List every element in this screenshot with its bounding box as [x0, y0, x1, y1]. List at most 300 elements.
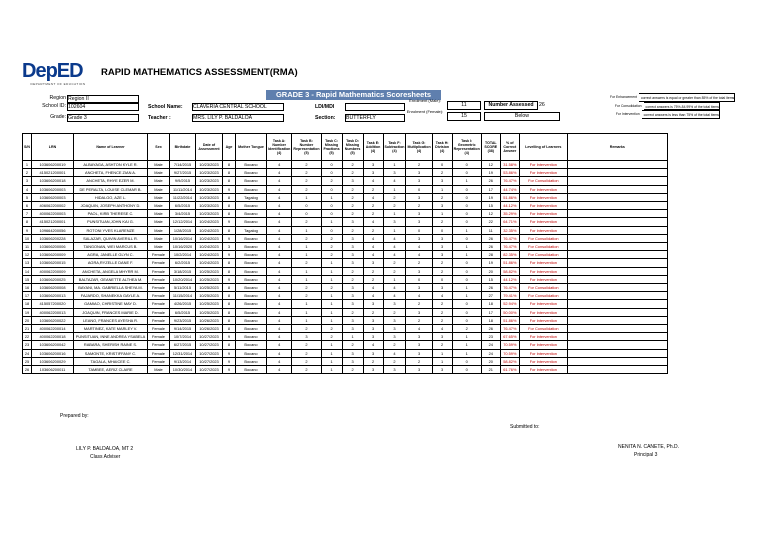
table-cell: 2 — [342, 210, 363, 218]
submitted-to-role: Principal 3 — [634, 452, 658, 458]
table-cell: 4 — [267, 300, 292, 308]
table-cell: 10/16/2014 — [170, 234, 196, 242]
table-cell — [567, 169, 667, 177]
table-cell: 76.47% — [500, 243, 519, 251]
table-row — [23, 251, 668, 259]
table-cell: AGRA,RYZELLE DANE F. — [74, 259, 148, 267]
region-label: Region — [49, 95, 66, 101]
table-cell: 0 — [452, 259, 481, 267]
column-header: Task G: Multiplication (4) — [406, 134, 432, 161]
table-cell: 8 — [223, 316, 236, 324]
table-cell: Male — [148, 366, 170, 374]
submitted-to-label: Submitted to: — [510, 424, 540, 430]
legend-key: For Enhancement — [610, 95, 637, 99]
table-cell: 1 — [432, 210, 452, 218]
table-cell: ROTONI YVES KLARENZE — [74, 226, 148, 234]
table-cell: 6/27/2015 — [170, 341, 196, 349]
table-cell: 3 — [383, 169, 406, 177]
table-cell: For Consolidation — [519, 243, 567, 251]
table-cell: Tagalog — [236, 226, 267, 234]
table-cell: 3 — [432, 366, 452, 374]
table-cell: 1 — [383, 226, 406, 234]
table-cell — [567, 202, 667, 210]
table-row — [23, 259, 668, 267]
table-cell: 103606200011 — [32, 366, 74, 374]
table-cell: 103606200025 — [32, 275, 74, 283]
table-cell: LEANO, FRANCES AYESHA R. — [74, 316, 148, 324]
column-header: Mother Tongue — [236, 134, 267, 161]
table-cell: 2 — [292, 259, 321, 267]
table-row — [23, 341, 668, 349]
table-row — [23, 267, 668, 275]
table-cell: 3 — [406, 267, 432, 275]
table-cell: 400062200018 — [32, 333, 74, 341]
table-cell: 2 — [292, 161, 321, 169]
table-cell: Bocano — [236, 316, 267, 324]
table-cell: 50.00% — [500, 308, 519, 316]
table-cell: For Intervention — [519, 169, 567, 177]
table-cell: 2 — [292, 292, 321, 300]
table-cell: 3 — [406, 284, 432, 292]
table-cell: 4 — [383, 243, 406, 251]
table-cell: 103606200042 — [32, 341, 74, 349]
table-cell: 4 — [267, 308, 292, 316]
table-cell: Male — [148, 185, 170, 193]
table-cell — [567, 300, 667, 308]
table-cell: TAMBEE, AERIZ CLAIRE — [74, 366, 148, 374]
table-cell: 44.74% — [500, 185, 519, 193]
table-cell: 9 — [223, 349, 236, 357]
table-cell: Bocano — [236, 341, 267, 349]
table-cell: 3 — [383, 366, 406, 374]
table-cell: 9/23/2015 — [170, 316, 196, 324]
table-cell: 52.94% — [500, 300, 519, 308]
table-cell: For Consolidation — [519, 284, 567, 292]
table-cell: 3 — [23, 177, 32, 185]
table-cell: For Intervention — [519, 259, 567, 267]
table-cell: 0 — [292, 202, 321, 210]
table-cell: 10/27/2023 — [196, 333, 223, 341]
table-cell: 24 — [481, 341, 500, 349]
table-cell: 4 — [23, 185, 32, 193]
grade-value: Grade 3 — [67, 114, 139, 122]
table-cell: For Intervention — [519, 210, 567, 218]
table-cell: 6/2/2015 — [170, 259, 196, 267]
table-cell: 406062200002 — [32, 202, 74, 210]
table-cell: 2 — [383, 202, 406, 210]
table-cell: 2 — [363, 308, 383, 316]
table-cell: ANCHETA, ANGELA MHYRR M. — [74, 267, 148, 275]
column-header: Date of Assessment — [196, 134, 223, 161]
table-cell: 1 — [452, 226, 481, 234]
table-cell: 2 — [342, 161, 363, 169]
table-cell: 17 — [481, 308, 500, 316]
table-cell: 0 — [452, 218, 481, 226]
table-cell: 3 — [432, 177, 452, 185]
table-cell: 0 — [406, 185, 432, 193]
table-cell: 109664200056 — [32, 226, 74, 234]
table-cell: 0 — [321, 185, 342, 193]
table-cell: 3 — [363, 316, 383, 324]
table-cell: 35.29% — [500, 210, 519, 218]
ldi-mdi-value — [345, 103, 405, 111]
table-cell: 44.12% — [500, 275, 519, 283]
table-cell: 3 — [383, 325, 406, 333]
table-cell: 22 — [481, 218, 500, 226]
level-legend — [610, 93, 735, 127]
table-cell: 6/5/2015 — [170, 308, 196, 316]
table-cell — [567, 308, 667, 316]
table-cell: 103606200228 — [32, 234, 74, 242]
enrolment-female-value: 15 — [447, 112, 481, 121]
table-cell: 10/24/2023 — [196, 234, 223, 242]
table-cell: 4 — [363, 234, 383, 242]
table-cell: 9/13/2014 — [170, 357, 196, 365]
table-cell: 4 — [406, 243, 432, 251]
table-cell: 8 — [223, 177, 236, 185]
table-cell: 3 — [342, 292, 363, 300]
table-cell: 4 — [406, 292, 432, 300]
table-cell: 26 — [481, 325, 500, 333]
table-cell: DE PERALTA, LOUISE CLEMAR B. — [74, 185, 148, 193]
table-cell: 4 — [267, 169, 292, 177]
table-cell: 4 — [267, 292, 292, 300]
table-cell: 2 — [432, 193, 452, 201]
table-cell: 3 — [342, 234, 363, 242]
table-cell: 11/11/2014 — [170, 185, 196, 193]
table-cell: 8 — [223, 226, 236, 234]
table-cell: 9 — [223, 333, 236, 341]
table-cell: For Intervention — [519, 202, 567, 210]
grade-label: Grade: — [50, 114, 66, 120]
table-cell: 3 — [342, 284, 363, 292]
table-cell: Bocano — [236, 161, 267, 169]
table-cell: 10/27/2023 — [196, 349, 223, 357]
table-cell — [567, 210, 667, 218]
table-cell: 1 — [292, 308, 321, 316]
column-header: Levelling of Learners — [519, 134, 567, 161]
table-cell: 51.86% — [500, 316, 519, 324]
table-cell: 2 — [383, 267, 406, 275]
table-cell: 8 — [223, 284, 236, 292]
table-cell: Bocano — [236, 177, 267, 185]
table-cell: 64.71% — [500, 218, 519, 226]
table-cell: 2 — [342, 308, 363, 316]
table-cell: 3 — [363, 366, 383, 374]
table-cell: 23 — [481, 333, 500, 341]
table-cell: 2 — [292, 325, 321, 333]
table-cell: 22 — [23, 333, 32, 341]
table-cell: 1 — [452, 243, 481, 251]
table-cell: 400062200003 — [32, 210, 74, 218]
table-cell: Bocano — [236, 292, 267, 300]
table-cell — [567, 275, 667, 283]
table-cell: 1 — [452, 284, 481, 292]
table-cell: 3 — [342, 218, 363, 226]
table-cell: 9/9/2015 — [170, 177, 196, 185]
table-cell: 4 — [432, 292, 452, 300]
table-cell: 9 — [223, 251, 236, 259]
table-cell: For Intervention — [519, 193, 567, 201]
logo-text: DepED — [22, 60, 83, 82]
table-cell: 18 — [481, 316, 500, 324]
table-cell: 2 — [432, 300, 452, 308]
table-cell: For Intervention — [519, 349, 567, 357]
table-cell: For Intervention — [519, 357, 567, 365]
table-cell: 2 — [292, 185, 321, 193]
legend-row — [610, 93, 735, 102]
table-cell: 10/24/2023 — [196, 251, 223, 259]
table-cell: 0 — [321, 169, 342, 177]
table-cell: 2 — [342, 341, 363, 349]
table-cell: 8 — [223, 308, 236, 316]
table-cell: 4 — [383, 292, 406, 300]
table-cell: Bocano — [236, 284, 267, 292]
school-name-value: CLAVERIA CENTRAL SCHOOL — [192, 103, 284, 111]
table-cell: 1 — [432, 185, 452, 193]
legend-key: For Consolidation — [614, 103, 642, 108]
table-row — [23, 300, 668, 308]
table-cell: 0 — [292, 210, 321, 218]
table-cell: 8 — [223, 341, 236, 349]
table-cell: 76.47% — [500, 284, 519, 292]
table-cell: 4 — [383, 251, 406, 259]
table-cell: 4 — [363, 284, 383, 292]
table-cell: For Intervention — [519, 161, 567, 169]
column-header: Task A: Number Identification (4) — [267, 134, 292, 161]
table-cell: 4 — [267, 202, 292, 210]
table-cell: For Intervention — [519, 341, 567, 349]
table-cell: 76.47% — [500, 177, 519, 185]
table-cell: 3 — [342, 251, 363, 259]
table-cell: 1 — [432, 357, 452, 365]
table-cell: 415021200001 — [32, 169, 74, 177]
table-cell: 15 — [481, 275, 500, 283]
table-cell: Bocano — [236, 366, 267, 374]
table-cell: 2 — [292, 349, 321, 357]
table-cell: 20 — [481, 357, 500, 365]
table-cell: 2 — [292, 284, 321, 292]
table-cell — [567, 234, 667, 242]
table-cell: For Consolidation — [519, 292, 567, 300]
table-cell: 10/23/2023 — [196, 202, 223, 210]
table-cell: 2 — [406, 316, 432, 324]
table-cell: Bocano — [236, 218, 267, 226]
table-cell: 2 — [432, 316, 452, 324]
table-cell: ANCHETA, RHYE EZER M. — [74, 177, 148, 185]
table-cell: 18 — [23, 300, 32, 308]
table-cell: For Intervention — [519, 308, 567, 316]
table-cell: 10/23/2023 — [196, 161, 223, 169]
table-cell: For Intervention — [519, 333, 567, 341]
table-row — [23, 284, 668, 292]
section-label: Section: — [315, 115, 336, 121]
table-cell: 6 — [23, 202, 32, 210]
table-cell: 3 — [363, 300, 383, 308]
table-cell: 3 — [406, 234, 432, 242]
table-cell: 4 — [406, 251, 432, 259]
table-cell: 4 — [267, 341, 292, 349]
table-row — [23, 316, 668, 324]
table-cell: 2 — [23, 169, 32, 177]
table-cell: 2 — [292, 169, 321, 177]
table-cell: 1 — [292, 267, 321, 275]
table-cell: 0 — [321, 161, 342, 169]
table-cell: Male — [148, 210, 170, 218]
table-cell: Female — [148, 308, 170, 316]
legend-value: correct answers is less than 75% of the total items — [642, 110, 720, 119]
table-cell: 12 — [481, 210, 500, 218]
table-cell: Bocano — [236, 251, 267, 259]
table-cell: 0 — [452, 210, 481, 218]
table-cell: Bocano — [236, 300, 267, 308]
table-cell: 2 — [432, 308, 452, 316]
table-cell: 2 — [406, 300, 432, 308]
table-cell: 76.47% — [500, 325, 519, 333]
table-cell: Bocano — [236, 202, 267, 210]
table-cell: 12/31/2014 — [170, 349, 196, 357]
table-cell: 10/25/2023 — [196, 300, 223, 308]
table-cell: 4 — [363, 243, 383, 251]
table-cell: AGRA, JANELLE GLYN C. — [74, 251, 148, 259]
table-cell: 26 — [481, 234, 500, 242]
legend-row — [610, 102, 720, 111]
table-cell: 0 — [452, 300, 481, 308]
table-cell: 4 — [267, 185, 292, 193]
table-cell: 1 — [292, 300, 321, 308]
table-cell: 26 — [481, 243, 500, 251]
table-cell — [567, 161, 667, 169]
table-cell: 2 — [363, 202, 383, 210]
table-cell — [567, 316, 667, 324]
table-cell: 2 — [292, 341, 321, 349]
table-cell: 2 — [432, 169, 452, 177]
table-cell: 1 — [292, 316, 321, 324]
table-cell: 1 — [383, 210, 406, 218]
table-row — [23, 292, 668, 300]
table-cell: 10/25/2023 — [196, 308, 223, 316]
below-label: Below — [484, 112, 560, 121]
table-cell: Male — [148, 193, 170, 201]
table-cell: 13 — [23, 259, 32, 267]
table-cell: RABARA, SHERISH RAINE S. — [74, 341, 148, 349]
table-cell: 3 — [342, 357, 363, 365]
table-cell: 1 — [321, 341, 342, 349]
table-cell: 3 — [292, 333, 321, 341]
table-cell: 10/27/2023 — [196, 366, 223, 374]
table-cell: 103606200009 — [32, 251, 74, 259]
table-cell: 400062200014 — [32, 325, 74, 333]
table-row — [23, 210, 668, 218]
table-cell: 24 — [481, 349, 500, 357]
table-cell: For Consolidation — [519, 234, 567, 242]
table-cell: 24 — [23, 349, 32, 357]
table-cell: 3 — [363, 325, 383, 333]
table-cell: 3 — [342, 259, 363, 267]
table-cell: ALBAYAGA, ASHTON KYLE R. — [74, 161, 148, 169]
table-cell: 4 — [383, 234, 406, 242]
table-cell: SALAZAR, QUIVIN AVERILL R. — [74, 234, 148, 242]
table-cell — [567, 243, 667, 251]
table-cell: 10/30/2014 — [170, 366, 196, 374]
table-cell: 3 — [406, 193, 432, 201]
table-cell: 3 — [223, 243, 236, 251]
table-cell: Male — [148, 161, 170, 169]
table-row — [23, 177, 668, 185]
table-cell: 12 — [23, 251, 32, 259]
table-cell: 2 — [452, 325, 481, 333]
table-cell: 1 — [321, 300, 342, 308]
table-cell: 10/24/2023 — [196, 226, 223, 234]
table-cell: For Intervention — [519, 316, 567, 324]
table-cell: 26 — [481, 177, 500, 185]
table-cell — [567, 366, 667, 374]
table-cell: For Consolidation — [519, 177, 567, 185]
table-cell: 2 — [363, 210, 383, 218]
prepared-by-role: Class Adviser — [90, 454, 121, 460]
table-cell: 0 — [321, 202, 342, 210]
table-cell: For Consolidation — [519, 325, 567, 333]
table-cell: 103606200022 — [32, 316, 74, 324]
column-header: Task B: Number Representation (5) — [292, 134, 321, 161]
table-cell: 2 — [432, 259, 452, 267]
table-cell: 1 — [321, 267, 342, 275]
table-cell: For Intervention — [519, 366, 567, 374]
table-cell: 2 — [383, 193, 406, 201]
table-cell: 1 — [432, 349, 452, 357]
table-cell: 3 — [383, 218, 406, 226]
table-row — [23, 169, 668, 177]
table-cell: 4 — [432, 325, 452, 333]
table-cell: 1 — [321, 308, 342, 316]
table-cell: 19 — [481, 169, 500, 177]
table-cell: 1 — [321, 292, 342, 300]
table-cell: 4 — [383, 284, 406, 292]
table-cell: 3 — [406, 308, 432, 316]
table-cell: 3 — [432, 243, 452, 251]
table-cell: Female — [148, 267, 170, 275]
table-cell: Male — [148, 202, 170, 210]
table-cell: 400062200009 — [32, 267, 74, 275]
table-cell: 51.86% — [500, 259, 519, 267]
table-cell: 8 — [223, 169, 236, 177]
table-cell — [567, 259, 667, 267]
table-cell: 0 — [452, 366, 481, 374]
table-cell: 15 — [23, 275, 32, 283]
teacher-value: MRS. LILY P. BALDALOA — [192, 114, 284, 122]
table-cell: 4 — [267, 357, 292, 365]
table-cell: 5/11/2015 — [170, 284, 196, 292]
column-header: Sex — [148, 134, 170, 161]
table-cell: Male — [148, 177, 170, 185]
table-cell — [567, 251, 667, 259]
table-cell: 9/27/2015 — [170, 169, 196, 177]
table-cell: 61.76% — [500, 366, 519, 374]
table-cell: 0 — [406, 226, 432, 234]
table-cell: 3 — [432, 284, 452, 292]
table-cell: 1 — [383, 185, 406, 193]
table-cell: 9 — [223, 275, 236, 283]
table-cell: 400062200013 — [32, 308, 74, 316]
table-cell: PUNSITUAN, INNE ANDREA YSABELA — [74, 333, 148, 341]
table-cell: 10/23/2023 — [196, 193, 223, 201]
table-cell: 1 — [383, 161, 406, 169]
table-cell: 4 — [267, 193, 292, 201]
table-row — [23, 325, 668, 333]
table-cell: 4 — [383, 177, 406, 185]
legend-value: correct answers is 75%-84.99% of the total items — [644, 102, 721, 111]
table-cell: 27 — [481, 292, 500, 300]
